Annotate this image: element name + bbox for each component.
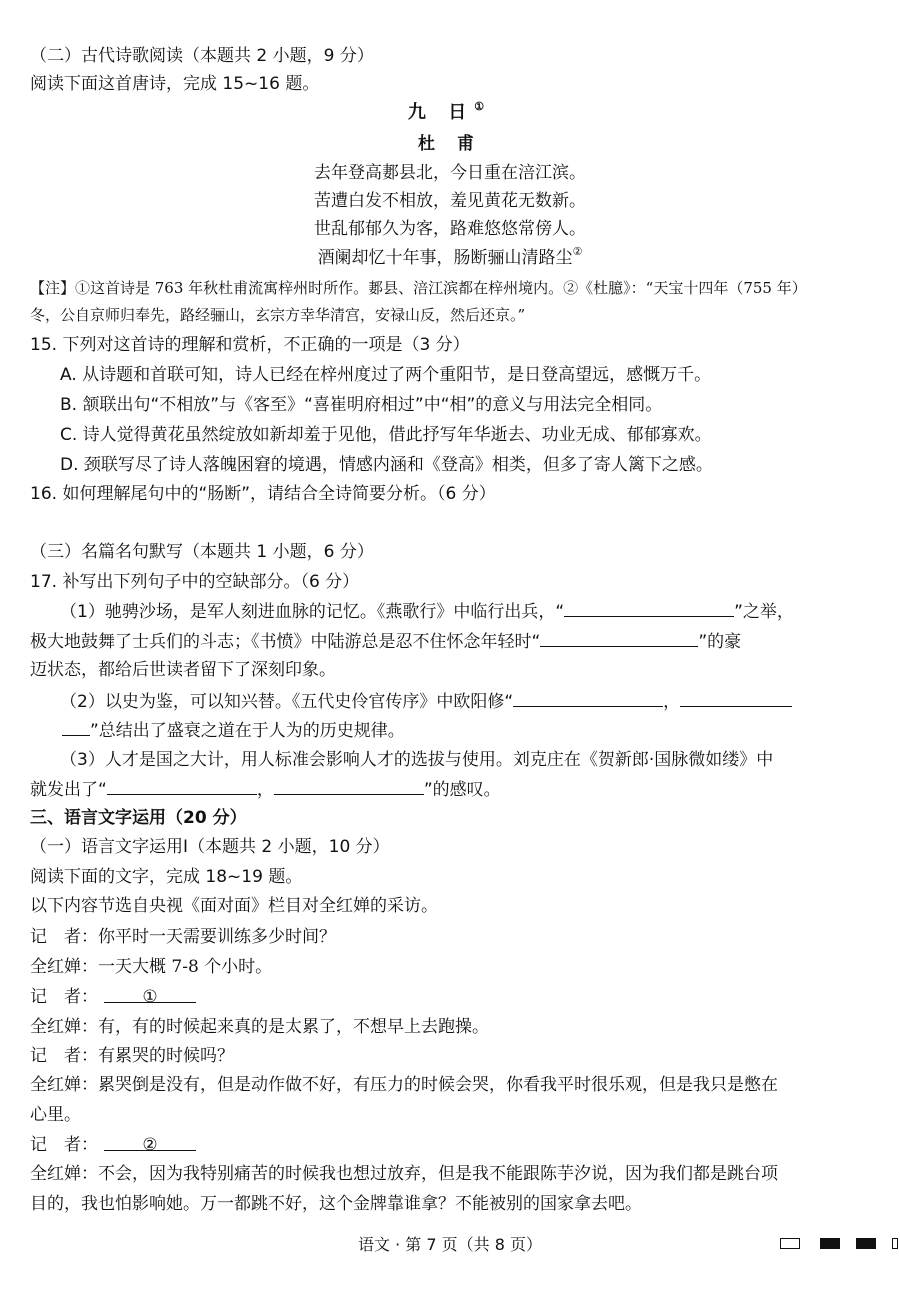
sub1-header: （一）语言文字运用Ⅰ（本题共 2 小题，10 分） [30,837,390,857]
registration-mark-filled-2 [856,1238,876,1249]
poem-line-3: 世乱郁郁久为客，路难悠悠常傍人。 [314,219,586,239]
dialogue-blank-1[interactable]: ① [104,985,196,1003]
poem-line-4-text: 酒阑却忆十年事，肠断骊山清路尘 [317,248,573,268]
poem-title-note: ① [474,100,493,113]
q17-p3-text-c: ， [256,780,274,800]
q17-p1-text-d: ”的豪 [698,632,742,652]
question-17-stem: 17. 补写出下列句子中的空缺部分。（6 分） [30,572,360,592]
q17-p2-text-b: ， [663,692,681,712]
dialogue-line-5: 记 者：有累哭的时候吗？ [30,1046,234,1066]
registration-mark-edge [892,1238,898,1249]
question-16: 16. 如何理解尾句中的“肠断”，请结合全诗简要分析。（6 分） [30,484,496,504]
q17-part1-line3: 迈状态，都给后世读者留下了深刻印象。 [30,660,336,680]
q17-part2-line1 [60,689,792,714]
q17-part1-line2 [30,629,741,654]
dialogue-3-label: 记 者： [30,987,98,1007]
dialogue-line-6a: 全红婵：累哭倒是没有，但是动作做不好，有压力的时候会哭，你看我平时很乐观，但是我只是憋在 [30,1075,778,1095]
poem-line-2: 苦遭白发不相放，羞见黄花无数新。 [314,191,586,211]
part3-header: 三、语言文字运用（20 分） [30,808,247,828]
section2-header: （二）古代诗歌阅读（本题共 2 小题，9 分） [30,46,374,66]
q17-p2-text-c: ”总结出了盛衰之道在于人为的历史规律。 [90,721,405,741]
question-15-stem: 15. 下列对这首诗的理解和赏析，不正确的一项是（3 分） [30,335,470,355]
q17-part3-line2 [30,777,501,802]
poem-line-4-note: ② [572,245,583,258]
q17-blank-2[interactable] [540,629,698,647]
dialogue-line-8a: 全红婵：不会，因为我特别痛苦的时候我也想过放弃，但是我不能跟陈芋汐说，因为我们都是跳台项 [30,1164,778,1184]
dialogue-line-2: 全红婵：一天大概 7-8 个小时。 [30,957,273,977]
question-15-option-a: A. 从诗题和首联可知，诗人已经在梓州度过了两个重阳节，是日登高望远，感慨万千。 [60,365,712,385]
q17-p1-text-b: ”之举， [734,602,794,622]
poem-title [0,101,900,125]
registration-marks [780,1236,900,1252]
registration-mark-outline [780,1238,800,1249]
sub1-intro: 阅读下面的文字，完成 18~19 题。 [30,867,303,887]
q17-blank-3[interactable] [513,689,663,707]
note-line-1: 【注】①这首诗是 763 年秋杜甫流寓梓州时所作。郪县、涪江滨都在梓州境内。②《杜臆》：“天宝十四年（755 年） [30,279,807,297]
question-15-option-d: D. 颈联写尽了诗人落魄困窘的境遇，情感内涵和《登高》相类，但多了寄人篱下之感。 [60,455,713,475]
q17-blank-1[interactable] [564,599,734,617]
dialogue-line-8b: 目的，我也怕影响她。万一都跳不好，这个金牌靠谁拿？不能被别的国家拿去吧。 [30,1194,642,1214]
q17-blank-5[interactable] [107,777,257,795]
page-footer: 语文 · 第 7 页（共 8 页） [358,1235,542,1254]
section2-intro: 阅读下面这首唐诗，完成 15~16 题。 [30,74,320,94]
q17-blank-4-cont[interactable] [62,718,90,736]
q17-p1-text-c: 极大地鼓舞了士兵们的斗志；《书愤》中陆游总是忍不住怀念年轻时“ [30,632,541,652]
registration-mark-filled-1 [820,1238,840,1249]
poem-line-4 [0,246,900,270]
note-line-2: 冬，公自京师归奉先，路经骊山，玄宗方幸华清宫，安禄山反，然后还京。” [30,306,526,324]
q17-p3-text-b: 就发出了“ [30,780,107,800]
question-15-option-b: B. 颔联出句“不相放”与《客至》“喜崔明府相过”中“相”的意义与用法完全相同。 [60,395,663,415]
q17-part1-line1 [60,599,794,624]
q17-p1-text-a: （1）驰骋沙场，是军人刻进血脉的记忆。《燕歌行》中临行出兵，“ [60,602,565,622]
dialogue-7-label: 记 者： [30,1135,98,1155]
section3-header: （三）名篇名句默写（本题共 1 小题，6 分） [30,542,374,562]
dialogue-line-3 [30,985,196,1009]
poem-author: 杜 甫 [418,134,482,154]
q17-p3-text-d: ”的感叹。 [423,780,501,800]
dialogue-blank-2[interactable]: ② [104,1133,196,1151]
q17-part2-line2 [62,718,405,743]
poem-title-text: 九 日 [407,102,475,123]
dialogue-line-1: 记 者：你平时一天需要训练多少时间？ [30,927,336,947]
dialogue-line-7 [30,1133,196,1157]
dialogue-line-6b: 心里。 [30,1105,81,1125]
q17-p2-text-a: （2）以史为鉴，可以知兴替。《五代史伶官传序》中欧阳修“ [60,692,514,712]
dialogue-line-4: 全红婵：有，有的时候起来真的是太累了，不想早上去跑操。 [30,1017,489,1037]
poem-line-1: 去年登高郪县北，今日重在涪江滨。 [314,163,586,183]
q17-blank-6[interactable] [274,777,424,795]
question-15-option-c: C. 诗人觉得黄花虽然绽放如新却羞于见他，借此抒写年华逝去、功业无成、郁郁寡欢。 [60,425,712,445]
q17-part3-line1: （3）人才是国之大计，用人标准会影响人才的选拔与使用。刘克庄在《贺新郎·国脉微如缕》中 [60,750,774,770]
interview-intro: 以下内容节选自央视《面对面》栏目对全红婵的采访。 [30,896,438,916]
q17-blank-4[interactable] [680,689,792,707]
